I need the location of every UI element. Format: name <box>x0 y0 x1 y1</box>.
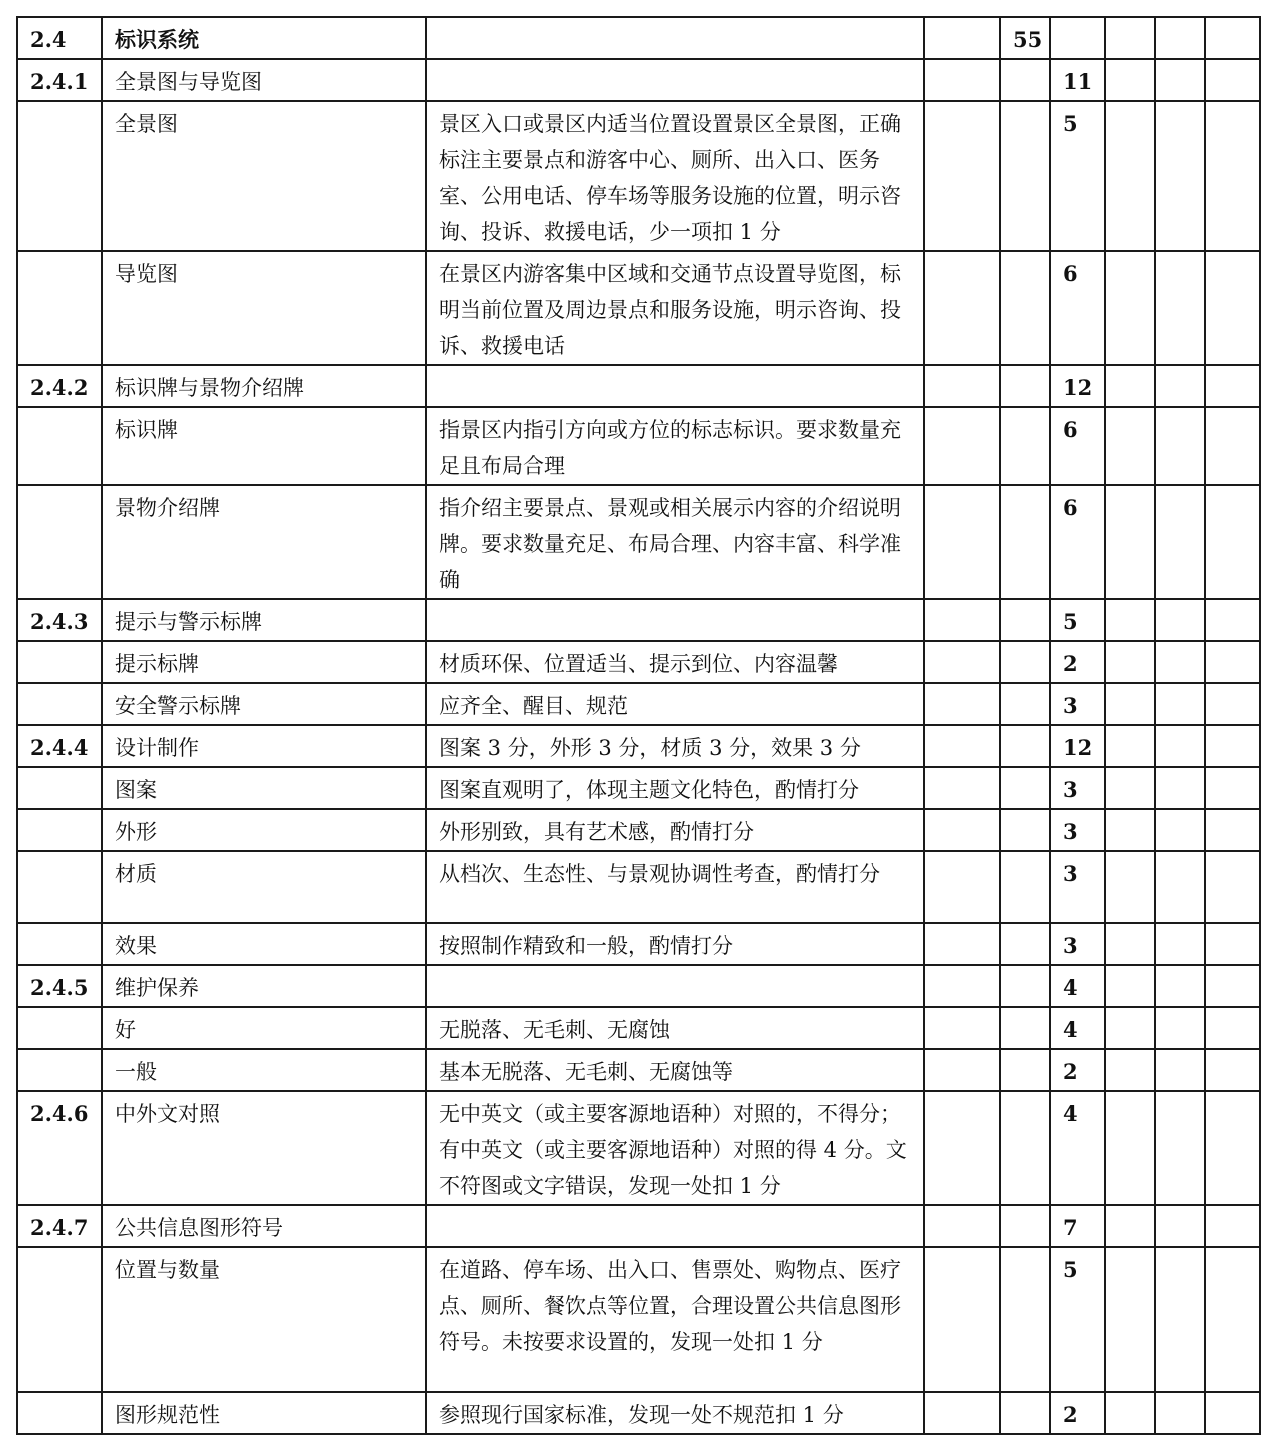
item-score: 3 <box>1050 809 1105 851</box>
item-code <box>17 1007 102 1049</box>
empty-cell <box>1205 485 1260 599</box>
empty-cell <box>1105 251 1155 365</box>
empty-cell <box>1155 365 1205 407</box>
empty-cell <box>1155 1049 1205 1091</box>
empty-cell <box>924 59 1000 101</box>
empty-cell <box>1105 767 1155 809</box>
empty-cell <box>1105 1091 1155 1205</box>
item-row <box>17 683 1260 725</box>
empty-cell <box>1155 1205 1205 1247</box>
item-name: 全景图与导览图 <box>102 59 426 101</box>
item-name: 中外文对照 <box>102 1091 426 1205</box>
item-description: 图案 3 分，外形 3 分，材质 3 分，效果 3 分 <box>426 725 924 767</box>
item-name: 维护保养 <box>102 965 426 1007</box>
empty-cell <box>1205 1049 1260 1091</box>
item-description: 应齐全、醒目、规范 <box>426 683 924 725</box>
empty-cell <box>924 1205 1000 1247</box>
empty-cell <box>1000 1049 1050 1091</box>
item-description: 无中英文（或主要客源地语种）对照的，不得分；有中英文（或主要客源地语种）对照的得 4 分。文不符图或文字错误，发现一处扣 1 分 <box>426 1091 924 1205</box>
empty-cell <box>1155 1007 1205 1049</box>
item-row <box>17 1049 1260 1091</box>
empty-cell <box>1105 1205 1155 1247</box>
item-code <box>17 641 102 683</box>
empty-cell <box>1000 59 1050 101</box>
item-score: 3 <box>1050 923 1105 965</box>
item-description <box>426 1205 924 1247</box>
item-name: 设计制作 <box>102 725 426 767</box>
empty-cell <box>1155 101 1205 251</box>
empty-cell <box>1105 599 1155 641</box>
item-code: 2.4.6 <box>17 1091 102 1205</box>
empty-cell <box>1000 851 1050 923</box>
empty-cell <box>924 965 1000 1007</box>
item-description <box>426 599 924 641</box>
empty-cell <box>1155 965 1205 1007</box>
item-description: 外形别致，具有艺术感，酌情打分 <box>426 809 924 851</box>
empty-cell <box>924 641 1000 683</box>
empty-cell <box>1105 851 1155 923</box>
empty-cell <box>1000 1247 1050 1392</box>
empty-cell <box>1050 17 1105 59</box>
item-name: 位置与数量 <box>102 1247 426 1392</box>
item-score: 6 <box>1050 407 1105 485</box>
empty-cell <box>1205 965 1260 1007</box>
item-code <box>17 809 102 851</box>
empty-cell <box>1105 923 1155 965</box>
empty-cell <box>1105 59 1155 101</box>
empty-cell <box>1205 767 1260 809</box>
item-name: 好 <box>102 1007 426 1049</box>
item-code: 2.4.5 <box>17 965 102 1007</box>
section-title: 标识系统 <box>102 17 426 59</box>
item-code: 2.4.2 <box>17 365 102 407</box>
item-description <box>426 59 924 101</box>
empty-cell <box>1105 683 1155 725</box>
item-row <box>17 809 1260 851</box>
empty-cell <box>1000 809 1050 851</box>
empty-cell <box>1000 1007 1050 1049</box>
item-description: 在道路、停车场、出入口、售票处、购物点、医疗点、厕所、餐饮点等位置，合理设置公共信息图形符号。未按要求设置的，发现一处扣 1 分 <box>426 1247 924 1392</box>
item-row <box>17 767 1260 809</box>
empty-cell <box>1155 407 1205 485</box>
item-description: 指景区内指引方向或方位的标志标识。要求数量充足且布局合理 <box>426 407 924 485</box>
item-score: 12 <box>1050 725 1105 767</box>
item-description <box>426 365 924 407</box>
item-score: 4 <box>1050 965 1105 1007</box>
item-name: 全景图 <box>102 101 426 251</box>
item-name: 提示标牌 <box>102 641 426 683</box>
item-row <box>17 923 1260 965</box>
item-score: 4 <box>1050 1007 1105 1049</box>
empty-cell <box>1105 1247 1155 1392</box>
item-name: 景物介绍牌 <box>102 485 426 599</box>
item-score: 2 <box>1050 1392 1105 1434</box>
empty-cell <box>1105 17 1155 59</box>
item-row <box>17 407 1260 485</box>
item-name: 公共信息图形符号 <box>102 1205 426 1247</box>
item-score: 6 <box>1050 251 1105 365</box>
empty-cell <box>1155 923 1205 965</box>
empty-cell <box>1000 407 1050 485</box>
item-code <box>17 101 102 251</box>
item-code <box>17 1247 102 1392</box>
empty-cell <box>924 1091 1000 1205</box>
empty-cell <box>1000 767 1050 809</box>
empty-cell <box>1105 1007 1155 1049</box>
empty-cell <box>1155 1247 1205 1392</box>
item-description: 从档次、生态性、与景观协调性考查，酌情打分 <box>426 851 924 923</box>
empty-cell <box>1000 365 1050 407</box>
group-row <box>17 725 1260 767</box>
item-name: 图形规范性 <box>102 1392 426 1434</box>
item-row <box>17 251 1260 365</box>
empty-cell <box>1000 683 1050 725</box>
empty-cell <box>1205 1247 1260 1392</box>
item-score: 3 <box>1050 851 1105 923</box>
empty-cell <box>1105 641 1155 683</box>
group-row <box>17 1205 1260 1247</box>
empty-cell <box>1205 1007 1260 1049</box>
item-code <box>17 683 102 725</box>
scoring-table <box>16 16 1261 1435</box>
item-score: 7 <box>1050 1205 1105 1247</box>
item-score: 12 <box>1050 365 1105 407</box>
item-score: 11 <box>1050 59 1105 101</box>
empty-cell <box>1000 725 1050 767</box>
section-header-row <box>17 17 1260 59</box>
empty-cell <box>1105 725 1155 767</box>
item-code: 2.4.4 <box>17 725 102 767</box>
item-description: 图案直观明了，体现主题文化特色，酌情打分 <box>426 767 924 809</box>
empty-cell <box>1205 809 1260 851</box>
item-name: 效果 <box>102 923 426 965</box>
empty-cell <box>1155 683 1205 725</box>
item-score: 3 <box>1050 683 1105 725</box>
item-name: 提示与警示标牌 <box>102 599 426 641</box>
empty-cell <box>1105 485 1155 599</box>
item-name: 标识牌 <box>102 407 426 485</box>
empty-cell <box>1000 1392 1050 1434</box>
empty-cell <box>1205 725 1260 767</box>
empty-cell <box>924 599 1000 641</box>
empty-cell <box>1205 365 1260 407</box>
item-description: 材质环保、位置适当、提示到位、内容温馨 <box>426 641 924 683</box>
empty-cell <box>924 809 1000 851</box>
empty-cell <box>924 1392 1000 1434</box>
empty-cell <box>1205 599 1260 641</box>
item-score: 5 <box>1050 599 1105 641</box>
item-score: 4 <box>1050 1091 1105 1205</box>
item-name: 一般 <box>102 1049 426 1091</box>
item-score: 5 <box>1050 1247 1105 1392</box>
empty-cell <box>1155 1091 1205 1205</box>
empty-cell <box>924 17 1000 59</box>
empty-cell <box>1000 101 1050 251</box>
item-row <box>17 1247 1260 1392</box>
item-code <box>17 407 102 485</box>
item-code <box>17 485 102 599</box>
empty-cell <box>1105 365 1155 407</box>
empty-cell <box>1205 251 1260 365</box>
empty-cell <box>1205 101 1260 251</box>
empty-cell <box>924 1247 1000 1392</box>
empty-cell <box>1155 1392 1205 1434</box>
empty-cell <box>924 683 1000 725</box>
item-description: 无脱落、无毛刺、无腐蚀 <box>426 1007 924 1049</box>
item-description: 在景区内游客集中区域和交通节点设置导览图，标明当前位置及周边景点和服务设施，明示咨询、投诉、救援电话 <box>426 251 924 365</box>
empty-cell <box>1105 965 1155 1007</box>
group-row <box>17 965 1260 1007</box>
empty-cell <box>1105 809 1155 851</box>
empty-cell <box>924 767 1000 809</box>
item-name: 外形 <box>102 809 426 851</box>
empty-cell <box>1155 725 1205 767</box>
empty-cell <box>924 1007 1000 1049</box>
item-code <box>17 251 102 365</box>
empty-cell <box>1205 641 1260 683</box>
empty-cell <box>1155 809 1205 851</box>
empty-cell <box>924 251 1000 365</box>
empty-cell <box>1105 1392 1155 1434</box>
item-row <box>17 1392 1260 1434</box>
empty-cell <box>924 407 1000 485</box>
item-description: 景区入口或景区内适当位置设置景区全景图，正确标注主要景点和游客中心、厕所、出入口、医务室、公用电话、停车场等服务设施的位置，明示咨询、投诉、救援电话，少一项扣 1 分 <box>426 101 924 251</box>
group-row <box>17 365 1260 407</box>
empty-cell <box>1000 485 1050 599</box>
empty-cell <box>1205 407 1260 485</box>
section-code: 2.4 <box>17 17 102 59</box>
item-code: 2.4.7 <box>17 1205 102 1247</box>
item-code <box>17 1049 102 1091</box>
empty-cell <box>1155 251 1205 365</box>
empty-cell <box>1155 485 1205 599</box>
item-score: 2 <box>1050 641 1105 683</box>
item-description <box>426 965 924 1007</box>
empty-cell <box>1205 1392 1260 1434</box>
empty-cell <box>426 17 924 59</box>
empty-cell <box>1205 59 1260 101</box>
empty-cell <box>1000 965 1050 1007</box>
item-description: 指介绍主要景点、景观或相关展示内容的介绍说明牌。要求数量充足、布局合理、内容丰富、科学准确 <box>426 485 924 599</box>
empty-cell <box>924 485 1000 599</box>
item-row <box>17 641 1260 683</box>
group-row <box>17 59 1260 101</box>
empty-cell <box>1000 599 1050 641</box>
empty-cell <box>1155 851 1205 923</box>
empty-cell <box>1155 767 1205 809</box>
item-row <box>17 101 1260 251</box>
empty-cell <box>1000 251 1050 365</box>
item-row <box>17 1007 1260 1049</box>
item-score: 2 <box>1050 1049 1105 1091</box>
item-score: 3 <box>1050 767 1105 809</box>
item-name: 导览图 <box>102 251 426 365</box>
empty-cell <box>924 851 1000 923</box>
empty-cell <box>1205 17 1260 59</box>
empty-cell <box>924 101 1000 251</box>
item-name: 安全警示标牌 <box>102 683 426 725</box>
empty-cell <box>924 923 1000 965</box>
empty-cell <box>1105 1049 1155 1091</box>
item-code <box>17 767 102 809</box>
empty-cell <box>1000 923 1050 965</box>
empty-cell <box>1000 1091 1050 1205</box>
item-name: 图案 <box>102 767 426 809</box>
item-code <box>17 1392 102 1434</box>
empty-cell <box>1155 59 1205 101</box>
item-description: 按照制作精致和一般，酌情打分 <box>426 923 924 965</box>
empty-cell <box>1155 599 1205 641</box>
empty-cell <box>1205 851 1260 923</box>
empty-cell <box>1205 683 1260 725</box>
item-code: 2.4.3 <box>17 599 102 641</box>
empty-cell <box>924 1049 1000 1091</box>
item-description: 基本无脱落、无毛刺、无腐蚀等 <box>426 1049 924 1091</box>
item-code: 2.4.1 <box>17 59 102 101</box>
item-score: 5 <box>1050 101 1105 251</box>
item-score: 6 <box>1050 485 1105 599</box>
empty-cell <box>1000 641 1050 683</box>
empty-cell <box>1105 101 1155 251</box>
item-code <box>17 923 102 965</box>
empty-cell <box>1205 923 1260 965</box>
empty-cell <box>1105 407 1155 485</box>
empty-cell <box>924 725 1000 767</box>
item-code <box>17 851 102 923</box>
empty-cell <box>1155 17 1205 59</box>
section-total-score: 55 <box>1000 17 1050 59</box>
empty-cell <box>924 365 1000 407</box>
item-description: 参照现行国家标准，发现一处不规范扣 1 分 <box>426 1392 924 1434</box>
item-name: 标识牌与景物介绍牌 <box>102 365 426 407</box>
group-row <box>17 599 1260 641</box>
empty-cell <box>1155 641 1205 683</box>
group-row <box>17 1091 1260 1205</box>
empty-cell <box>1205 1205 1260 1247</box>
empty-cell <box>1205 1091 1260 1205</box>
item-row <box>17 485 1260 599</box>
item-row <box>17 851 1260 923</box>
item-name: 材质 <box>102 851 426 923</box>
empty-cell <box>1000 1205 1050 1247</box>
